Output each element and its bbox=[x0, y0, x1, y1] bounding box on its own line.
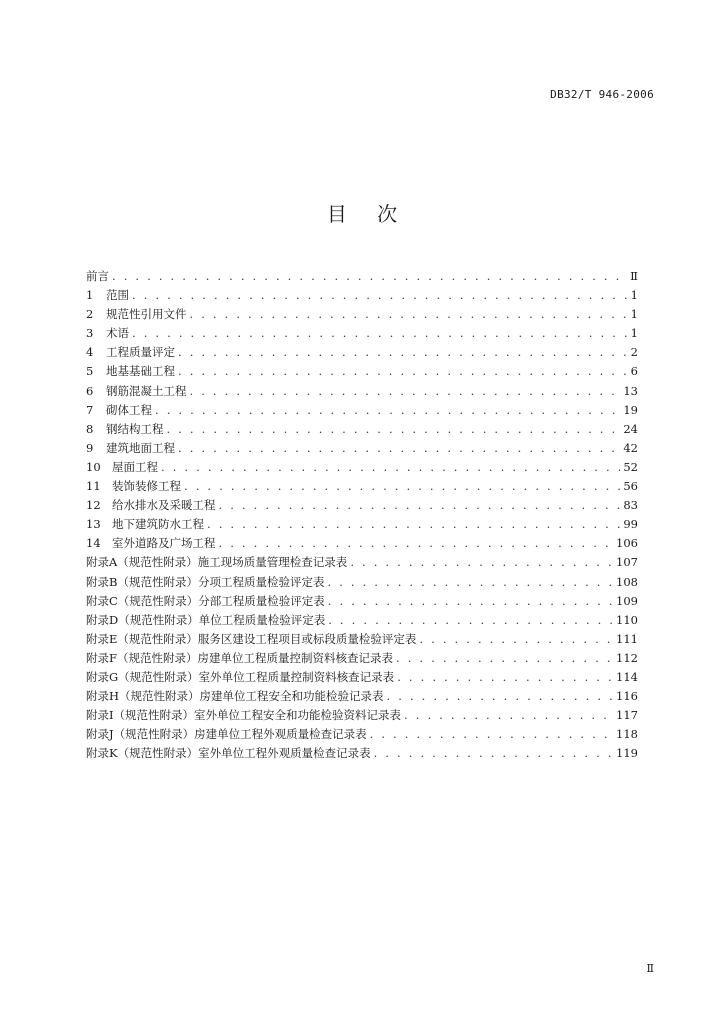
toc-entry-title: 附录B（规范性附录）分项工程质量检验评定表 bbox=[86, 574, 325, 589]
toc-entry[interactable] bbox=[86, 363, 638, 382]
toc-entry-page: 19 bbox=[623, 402, 638, 417]
dot-leader bbox=[419, 632, 613, 646]
toc-entry-page: 116 bbox=[616, 689, 638, 704]
toc-entry[interactable] bbox=[86, 402, 638, 421]
table-of-contents bbox=[86, 268, 638, 764]
toc-entry-page: 24 bbox=[623, 421, 638, 436]
toc-entry-title: 前言 bbox=[86, 269, 109, 283]
toc-entry-page: 118 bbox=[616, 727, 638, 742]
dot-leader bbox=[327, 575, 613, 589]
toc-entry-page: 83 bbox=[623, 498, 638, 513]
toc-entry-title: 附录I（规范性附录）室外单位工程安全和功能检验资料记录表 bbox=[86, 708, 402, 723]
toc-entry-page: 99 bbox=[623, 517, 638, 532]
dot-leader bbox=[155, 403, 620, 417]
page-number: Ⅱ bbox=[646, 962, 654, 975]
toc-entry-page: 117 bbox=[616, 708, 638, 723]
toc-entry-page: 1 bbox=[630, 326, 638, 341]
dot-leader bbox=[404, 708, 613, 722]
toc-entry-number: 8 bbox=[86, 421, 94, 436]
dot-leader bbox=[387, 689, 614, 703]
toc-entry[interactable] bbox=[86, 478, 638, 497]
toc-entry-title: 工程质量评定 bbox=[106, 345, 175, 360]
toc-entry-title: 给水排水及采暖工程 bbox=[112, 498, 216, 513]
toc-entry-number: 9 bbox=[86, 440, 94, 455]
toc-entry-title: 附录K（规范性附录）室外单位工程外观质量检查记录表 bbox=[86, 746, 371, 761]
toc-entry-number: 12 bbox=[86, 498, 101, 513]
toc-entry-title: 室外道路及广场工程 bbox=[112, 536, 216, 551]
toc-entry-page: 6 bbox=[630, 364, 638, 379]
toc-entry-title: 附录E（规范性附录）服务区建设工程项目或标段质量检验评定表 bbox=[86, 631, 417, 646]
dot-leader bbox=[370, 727, 613, 741]
toc-entry[interactable] bbox=[86, 726, 638, 745]
toc-entry-page: 52 bbox=[623, 459, 638, 474]
toc-entry-title: 附录C（规范性附录）分部工程质量检验评定表 bbox=[86, 593, 325, 608]
toc-entry-page: 107 bbox=[616, 555, 638, 570]
dot-leader bbox=[350, 555, 613, 569]
toc-entry-title: 附录F（规范性附录）房建单位工程质量控制资料核查记录表 bbox=[86, 650, 393, 665]
dot-leader bbox=[132, 326, 628, 340]
toc-entry-page: 112 bbox=[616, 650, 638, 665]
toc-entry[interactable] bbox=[86, 421, 638, 440]
toc-entry-number: 14 bbox=[86, 536, 101, 551]
dot-leader bbox=[219, 536, 614, 550]
toc-entry-page: Ⅱ bbox=[630, 269, 638, 283]
toc-entry-number: 3 bbox=[86, 326, 94, 341]
toc-entry[interactable] bbox=[86, 459, 638, 478]
dot-leader bbox=[161, 460, 620, 474]
toc-entry-title: 砌体工程 bbox=[106, 402, 152, 417]
toc-entry[interactable] bbox=[86, 554, 638, 573]
toc-entry-page: 108 bbox=[616, 574, 638, 589]
toc-entry-page: 106 bbox=[616, 536, 638, 551]
toc-entry[interactable] bbox=[86, 745, 638, 764]
toc-entry-page: 109 bbox=[616, 593, 638, 608]
toc-entry-number: 4 bbox=[86, 345, 94, 360]
toc-entry-page: 114 bbox=[616, 669, 638, 684]
dot-leader bbox=[178, 345, 628, 359]
toc-entry[interactable] bbox=[86, 631, 638, 650]
toc-entry-number: 7 bbox=[86, 402, 94, 417]
toc-entry[interactable] bbox=[86, 440, 638, 459]
toc-entry-title: 钢结构工程 bbox=[106, 421, 164, 436]
dot-leader bbox=[396, 651, 613, 665]
toc-entry[interactable] bbox=[86, 306, 638, 325]
toc-entry-number: 13 bbox=[86, 517, 101, 532]
toc-entry-page: 1 bbox=[630, 288, 638, 303]
toc-entry-page: 111 bbox=[616, 631, 638, 646]
standard-code: DB32/T 946-2006 bbox=[550, 88, 654, 101]
toc-entry[interactable] bbox=[86, 707, 638, 726]
toc-entry-title: 范围 bbox=[106, 288, 129, 303]
toc-entry-title: 术语 bbox=[106, 326, 129, 341]
toc-entry-title: 建筑地面工程 bbox=[106, 440, 175, 455]
toc-entry-title: 钢筋混凝土工程 bbox=[106, 383, 187, 398]
toc-entry-page: 2 bbox=[630, 345, 638, 360]
toc-entry[interactable] bbox=[86, 344, 638, 363]
toc-entry-title: 附录H（规范性附录）房建单位工程安全和功能检验记录表 bbox=[86, 689, 384, 704]
dot-leader bbox=[178, 364, 628, 378]
toc-entry[interactable] bbox=[86, 688, 638, 707]
dot-leader bbox=[207, 517, 620, 531]
toc-entry-page: 42 bbox=[623, 440, 638, 455]
dot-leader bbox=[112, 269, 627, 283]
toc-entry-number: 2 bbox=[86, 307, 94, 322]
dot-leader bbox=[190, 307, 628, 321]
dot-leader bbox=[184, 479, 620, 493]
toc-entry-number: 1 bbox=[86, 288, 94, 303]
dot-leader bbox=[397, 670, 613, 684]
dot-leader bbox=[328, 613, 613, 627]
toc-entry-page: 110 bbox=[616, 612, 638, 627]
toc-entry-number: 10 bbox=[86, 459, 101, 474]
toc-entry[interactable] bbox=[86, 383, 638, 402]
dot-leader bbox=[219, 498, 621, 512]
toc-entry-title: 规范性引用文件 bbox=[106, 307, 187, 322]
toc-entry-title: 地基基础工程 bbox=[106, 364, 175, 379]
toc-entry[interactable] bbox=[86, 650, 638, 669]
dot-leader bbox=[374, 746, 613, 760]
toc-entry[interactable] bbox=[86, 287, 638, 306]
toc-entry[interactable] bbox=[86, 325, 638, 344]
toc-entry[interactable] bbox=[86, 593, 638, 612]
toc-entry[interactable] bbox=[86, 497, 638, 516]
toc-entry[interactable] bbox=[86, 535, 638, 554]
toc-entry-page: 1 bbox=[630, 307, 638, 322]
toc-entry[interactable] bbox=[86, 612, 638, 631]
dot-leader bbox=[167, 422, 621, 436]
toc-entry[interactable] bbox=[86, 516, 638, 535]
toc-entry-title: 附录J（规范性附录）房建单位工程外观质量检查记录表 bbox=[86, 727, 367, 742]
page-title: 目 次 bbox=[326, 202, 398, 226]
toc-entry-page: 119 bbox=[616, 746, 638, 761]
dot-leader bbox=[328, 594, 613, 608]
toc-entry[interactable] bbox=[86, 669, 638, 688]
toc-entry-title: 附录G（规范性附录）室外单位工程质量控制资料核查记录表 bbox=[86, 669, 395, 684]
toc-entry-number: 11 bbox=[86, 479, 101, 494]
toc-entry-title: 装饰装修工程 bbox=[112, 479, 181, 494]
toc-entry-title: 附录A（规范性附录）施工现场质量管理检查记录表 bbox=[86, 555, 348, 570]
toc-entry-title: 屋面工程 bbox=[112, 459, 158, 474]
toc-entry-title: 地下建筑防水工程 bbox=[112, 517, 204, 532]
toc-entry-page: 13 bbox=[623, 383, 638, 398]
dot-leader bbox=[178, 441, 620, 455]
toc-entry-number: 5 bbox=[86, 364, 94, 379]
dot-leader bbox=[132, 288, 628, 302]
dot-leader bbox=[190, 384, 621, 398]
toc-entry-page: 56 bbox=[623, 479, 638, 494]
toc-entry-number: 6 bbox=[86, 383, 94, 398]
toc-entry-title: 附录D（规范性附录）单位工程质量检验评定表 bbox=[86, 612, 326, 627]
toc-entry[interactable] bbox=[86, 574, 638, 593]
toc-entry[interactable] bbox=[86, 268, 638, 287]
